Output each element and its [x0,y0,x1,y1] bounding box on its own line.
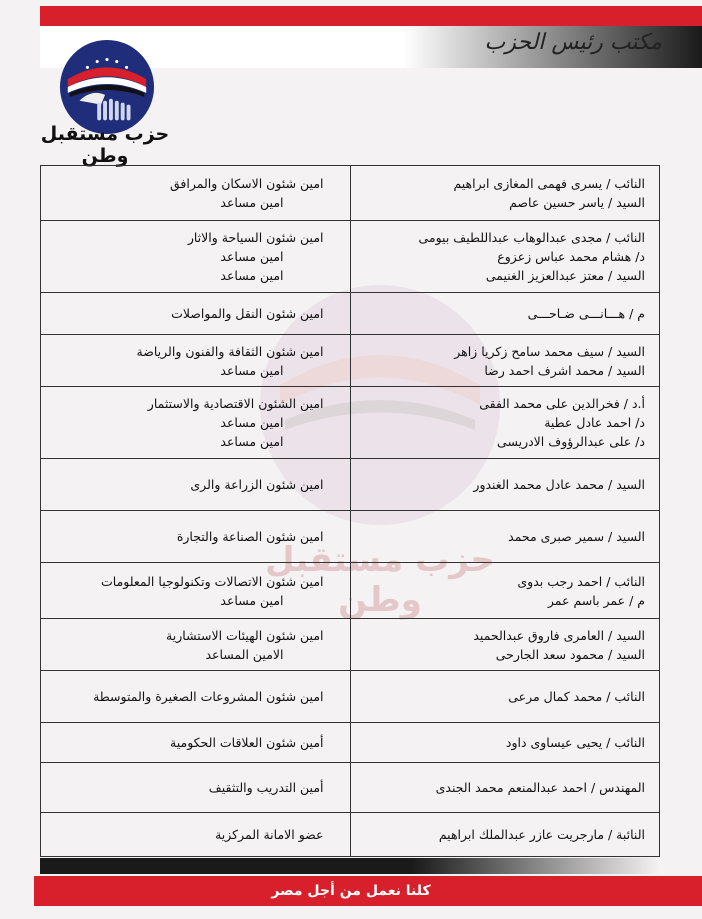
member-role: الامين المساعد [205,646,284,662]
member-roles-cell [41,511,351,563]
member-names-cell [350,671,660,723]
member-roles-cell [41,563,351,619]
member-roles-cell [41,335,351,387]
party-logo-icon [58,38,156,136]
member-name: النائب / يحيى عيساوى داود [505,735,645,750]
member-name: السيد / سمير صبرى محمد [508,529,645,544]
member-role: امين مساعد [220,268,284,283]
member-role: امين شئون النقل والمواصلات [171,306,324,321]
member-name: السيد / سيف محمد سامح زكريا زاهر [454,343,645,359]
member-role: امين مساعد [220,415,284,430]
member-role: امين مساعد [220,249,284,264]
footer-black-band [40,858,660,874]
member-role: امين شئون السياحة والاثار [187,230,324,245]
table-row [41,563,660,619]
member-name: أ.د / فخرالدين على محمد الفقى [479,396,645,411]
member-roles-cell [41,387,351,459]
table-row [41,723,660,763]
member-role: امين مساعد [220,434,284,449]
member-role: امين شئون الزراعة والرى [190,477,324,492]
table-row [41,619,660,671]
member-role: امين شئون الصناعة والتجارة [176,529,324,544]
header-red-band [40,6,702,28]
table-row [41,166,660,221]
table-row [41,335,660,387]
member-names-cell [350,723,660,763]
member-names-cell [350,813,660,857]
member-roles-cell [41,293,351,335]
member-names-cell [350,166,660,221]
table-row [41,511,660,563]
member-role: امين شئون المشروعات الصغيرة والمتوسطة [93,689,324,704]
member-roles-cell [41,619,351,671]
member-name: السيد / معتز عبدالعزيز الغنيمى [485,268,645,283]
member-name: السيد / ياسر حسين عاصم [509,195,645,210]
office-title: مكتب رئيس الحزب [484,30,662,55]
member-name: السيد / محمود سعد الجارحى [495,646,645,662]
member-name: السيد / محمد اشرف احمد رضا [484,362,645,378]
member-roles-cell [41,166,351,221]
party-name: حزب مستقبل وطن [40,123,170,167]
member-name: النائب / يسرى فهمى المغازى ابراهيم [453,176,645,191]
member-names-cell [350,511,660,563]
member-role: امين شئون الهيئات الاستشارية [166,627,324,643]
member-names-cell [350,619,660,671]
watermark-text: حزب مستقبل وطن [265,540,495,620]
table-row [41,293,660,335]
member-name: م / عمر باسم عمر [547,592,645,608]
member-roles-cell [41,459,351,511]
member-role: عضو الامانة المركزية [215,827,324,842]
member-role: امين شئون الثقافة والفنون والرياضة [136,343,324,359]
member-name: د/ احمد عادل عطية [544,415,645,430]
member-role: أمين التدريب والتثقيف [208,780,324,795]
member-names-cell [350,221,660,293]
member-names-cell [350,387,660,459]
member-name: د/ هشام محمد عباس زعزوع [497,249,645,264]
member-role: امين مساعد [220,362,284,378]
member-role: امين مساعد [220,195,284,210]
member-role: امين شئون الاسكان والمرافق [169,176,324,191]
member-names-cell [350,763,660,813]
member-names-cell [350,293,660,335]
member-name: النائب / مجدى عبدالوهاب عبداللطيف بيومى [418,230,645,245]
member-name: النائبة / مارجريت عازر عبدالملك ابراهيم [438,827,645,842]
footer-slogan: كلنا نعمل من أجل مصر [271,883,431,899]
table-row [41,459,660,511]
member-roles-cell [41,723,351,763]
table-row [41,671,660,723]
member-name: د/ على عبدالرؤوف الادريسى [497,434,645,449]
member-role: امين الشئون الاقتصادية والاستثمار [147,396,324,411]
member-role: أمين شئون العلاقات الحكومية [170,735,324,750]
member-name: السيد / محمد عادل محمد الغندور [473,477,645,492]
table-row [41,763,660,813]
member-role: امين شئون الاتصالات وتكنولوجيا المعلومات [101,573,324,589]
member-name: النائب / احمد رجب بدوى [517,573,645,589]
member-name: المهندس / احمد عبدالمنعم محمد الجندى [435,780,645,795]
member-names-cell [350,459,660,511]
member-name: النائب / محمد كمال مرعى [508,689,645,704]
table-row [41,387,660,459]
table-row [41,813,660,857]
member-roles-cell [41,813,351,857]
member-roles-cell [41,221,351,293]
member-role: امين مساعد [220,592,284,608]
member-names-cell [350,563,660,619]
member-names-cell [350,335,660,387]
secretariat-roster-table [40,165,660,857]
table-row [41,221,660,293]
member-name: م / هـــانـــى ضـاحـــى [527,306,645,321]
member-roles-cell [41,671,351,723]
member-name: السيد / العامرى فاروق عبدالحميد [473,627,645,643]
member-roles-cell [41,763,351,813]
